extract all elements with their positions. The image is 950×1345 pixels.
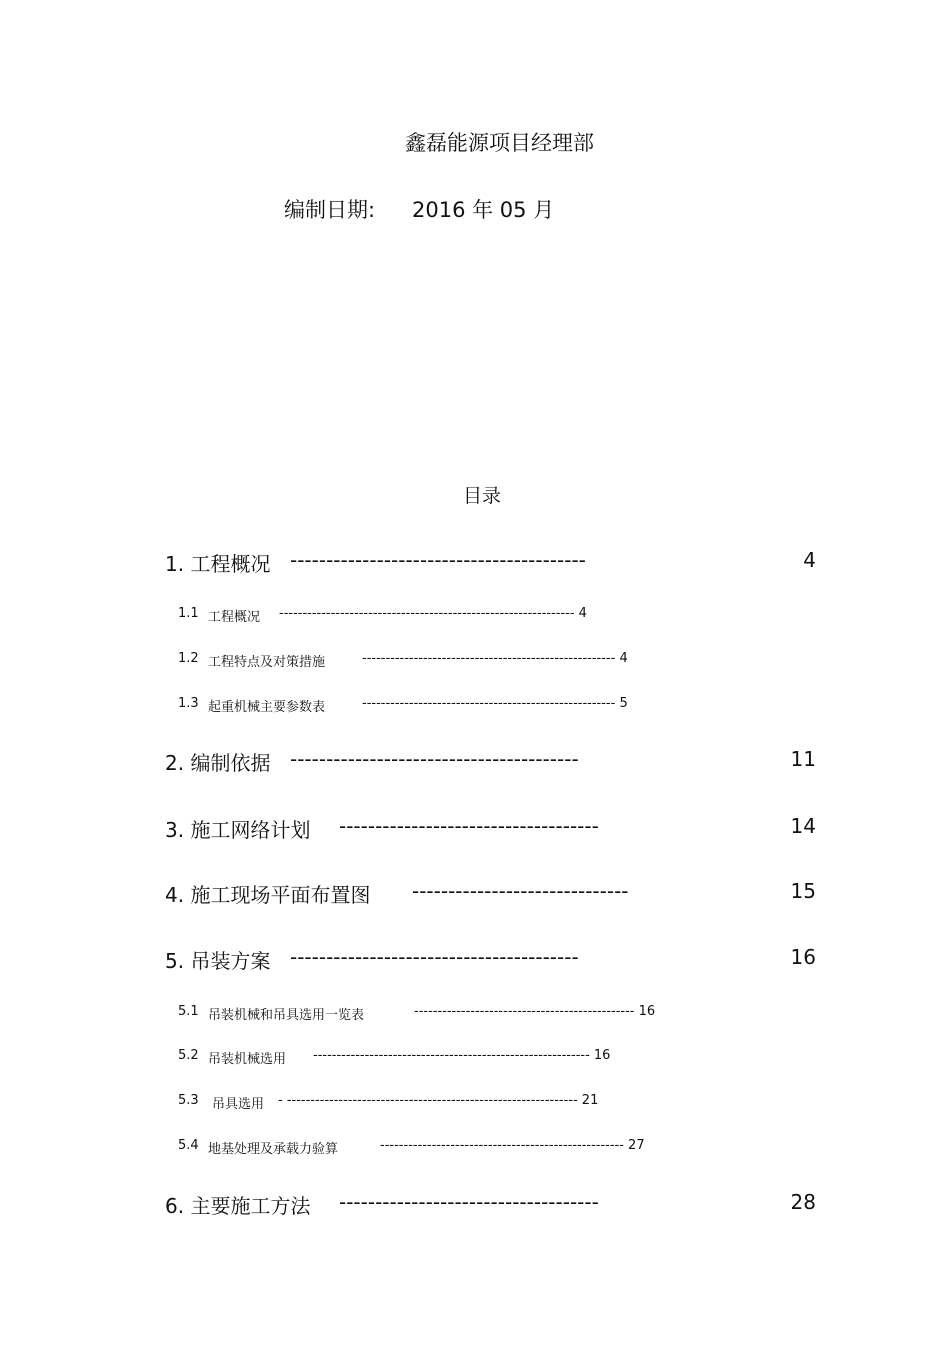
toc-entry-6[interactable] (0, 1190, 950, 1220)
toc-sub-leader: ------------------------------------------------------ 4 (362, 651, 628, 666)
toc-sub-leader: - -------------------------------------------------------------- 21 (278, 1093, 599, 1108)
toc-sub-label: 吊装机械和吊具选用一览表 (208, 1008, 365, 1023)
toc-entry-label: 2. 编制依据 (165, 751, 271, 775)
toc-page-number: 28 (790, 1190, 816, 1214)
toc-sub-number: 5.3 (178, 1093, 199, 1108)
toc-entry-5-4[interactable] (0, 1138, 950, 1168)
toc-sub-label: 吊具选用 (212, 1097, 265, 1112)
toc-sub-number: 5.4 (178, 1138, 199, 1153)
toc-leader: ------------------------------------ (339, 1190, 599, 1214)
date-value: 2016 年 05 月 (412, 198, 555, 222)
toc-page-number: 14 (790, 814, 816, 838)
toc-sub-number: 5.2 (178, 1048, 199, 1063)
toc-leader: ------------------------------------ (339, 814, 599, 838)
toc-leader: ---------------------------------------- (290, 747, 579, 771)
toc-entry-label: 4. 施工现场平面布置图 (165, 883, 371, 907)
toc-leader: ------------------------------ (412, 879, 629, 903)
toc-entry-label: 3. 施工网络计划 (165, 818, 311, 842)
toc-entry-5-2[interactable] (0, 1048, 950, 1078)
toc-entry-label: 1. 工程概况 (165, 552, 271, 576)
toc-page-number: 15 (790, 879, 816, 903)
toc-sub-leader: ---------------------------------------------------- 27 (380, 1138, 645, 1153)
toc-leader: ---------------------------------------- (290, 945, 579, 969)
toc-sub-leader: ----------------------------------------------- 16 (414, 1004, 656, 1019)
toc-leader: ----------------------------------------- (290, 548, 586, 572)
toc-sub-label: 工程概况 (208, 610, 261, 625)
toc-sub-number: 1.2 (178, 651, 199, 666)
toc-entry-1[interactable] (0, 548, 950, 578)
toc-entry-2[interactable] (0, 747, 950, 777)
toc-entry-label: 6. 主要施工方法 (165, 1194, 311, 1218)
toc-entry-5-1[interactable] (0, 1004, 950, 1034)
toc-sub-number: 1.1 (178, 606, 199, 621)
toc-entry-label: 5. 吊装方案 (165, 949, 271, 973)
toc-entry-3[interactable] (0, 814, 950, 844)
toc-entry-1-2[interactable] (0, 651, 950, 681)
toc-entry-5[interactable] (0, 945, 950, 975)
date-label: 编制日期: (284, 198, 376, 222)
toc-sub-number: 5.1 (178, 1004, 199, 1019)
toc-sub-label: 起重机械主要参数表 (208, 700, 326, 715)
organization-title: 鑫磊能源项目经理部 (405, 131, 594, 155)
toc-sub-label: 工程特点及对策措施 (208, 655, 326, 670)
toc-sub-label: 吊装机械选用 (208, 1052, 287, 1067)
toc-sub-number: 1.3 (178, 696, 199, 711)
toc-page-number: 16 (790, 945, 816, 969)
toc-sub-leader: ----------------------------------------------------------- 16 (313, 1048, 611, 1063)
toc-entry-1-3[interactable] (0, 696, 950, 726)
toc-sub-leader: ------------------------------------------------------ 5 (362, 696, 628, 711)
toc-title: 目录 (463, 485, 502, 507)
toc-entry-5-3[interactable] (0, 1093, 950, 1123)
toc-sub-leader: --------------------------------------------------------------- 4 (279, 606, 587, 621)
toc-entry-4[interactable] (0, 879, 950, 909)
toc-entry-1-1[interactable] (0, 606, 950, 636)
toc-page-number: 11 (790, 747, 816, 771)
toc-page-number: 4 (803, 548, 816, 572)
toc-sub-label: 地基处理及承载力验算 (208, 1142, 339, 1157)
